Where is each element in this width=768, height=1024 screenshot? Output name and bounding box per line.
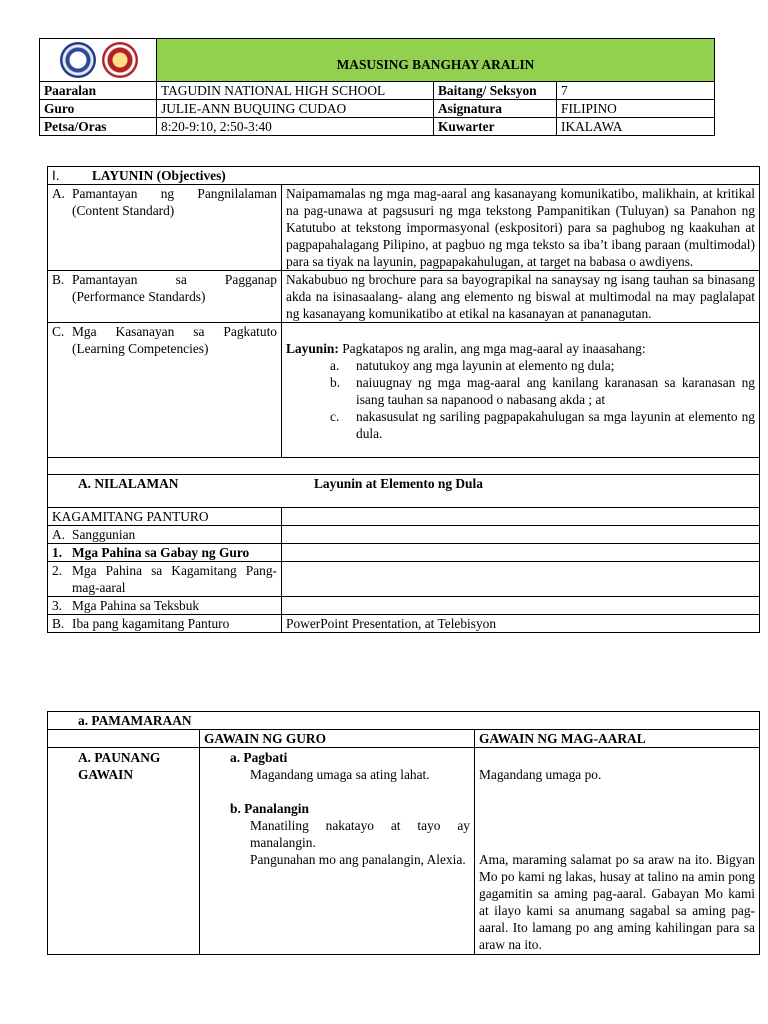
content-standard-letter: A. xyxy=(52,186,66,201)
kagamitan-row-label: Mga Pahina sa Kagamitang Pang-mag-aaral xyxy=(72,563,277,595)
panalangin-aaral: Ama, maraming salamat po sa araw na ito. Bigyan Mo po kami ng lakas, husay at talino na amin pong gagamitin sa aming pag-aaral. Gabayan Mo kami at ilayo kami sa anumang sagabal sa aming pag-aaral. Ito lamang po ang aming kahilingan para sa araw na ito. xyxy=(479,852,755,952)
header-table xyxy=(39,38,715,136)
gawain-aaral-cell xyxy=(475,748,760,955)
layunin-num: I. xyxy=(52,168,60,183)
objective-text: natutukoy ang mga layunin at elemento ng dula; xyxy=(356,358,615,373)
label-petsa: Petsa/Oras xyxy=(40,118,157,136)
objective-item xyxy=(330,408,755,442)
performance-standard-letter: B. xyxy=(52,272,65,287)
layunin-table xyxy=(47,166,760,633)
kagamitan-row xyxy=(48,544,282,562)
kagamitan-row xyxy=(48,597,282,615)
value-petsa: 8:20-9:10, 2:50-3:40 xyxy=(157,118,434,136)
content-standard-label: Pamantayan ng Pangnilalaman (Content Standard) xyxy=(72,186,277,218)
objective-letter: c. xyxy=(330,409,340,424)
kagamitan-row xyxy=(48,615,282,633)
plan-title: MASUSING BANGHAY ARALIN xyxy=(157,39,715,82)
competencies-lead xyxy=(286,340,755,357)
kagamitan-row-num: 3. xyxy=(52,598,63,613)
kagamitan-row-value xyxy=(282,544,760,562)
pagbati-label: a. Pagbati xyxy=(230,750,288,765)
kagamitan-row-label: Mga Pahina sa Teksbuk xyxy=(72,598,200,613)
objective-item xyxy=(330,357,755,374)
label-paaralan: Paaralan xyxy=(40,82,157,100)
col-gawain-aaral: GAWAIN NG MAG-AARAL xyxy=(475,730,760,748)
logo-cell xyxy=(40,39,157,82)
col-gawain-guro: GAWAIN NG GURO xyxy=(200,730,475,748)
value-paaralan: TAGUDIN NATIONAL HIGH SCHOOL xyxy=(157,82,434,100)
pamamaraan-table xyxy=(47,711,760,955)
kagamitan-row-value xyxy=(282,526,760,544)
gawain-guro-cell xyxy=(200,748,475,955)
kagamitan-row-label: Sanggunian xyxy=(72,527,136,542)
label-baitang: Baitang/ Seksyon xyxy=(434,82,557,100)
kagamitan-row xyxy=(48,526,282,544)
panalangin-guro-2: Pangunahan mo ang panalangin, Alexia. xyxy=(250,852,466,867)
kagamitan-row xyxy=(48,562,282,597)
performance-standard-label-cell xyxy=(48,271,282,323)
pamamaraan-heading: a. PAMAMARAAN xyxy=(48,712,760,730)
label-kuwarter: Kuwarter xyxy=(434,118,557,136)
kagamitan-row-value xyxy=(282,597,760,615)
phase-label: A. PAUNANG GAWAIN xyxy=(48,748,200,955)
phase-header-empty xyxy=(48,730,200,748)
pagbati-aaral: Magandang umaga po. xyxy=(479,767,602,782)
objective-text: naiuugnay ng mga mag-aaral ang kanilang karanasan sa karanasan ng isang tauhan sa napanood o nabasang akda ; at xyxy=(356,375,755,407)
kagamitan-row-num: A. xyxy=(52,527,66,542)
competencies-lead-bold: Layunin: xyxy=(286,341,339,356)
kagamitan-row-label: Mga Pahina sa Gabay ng Guro xyxy=(72,545,250,560)
competencies-cell xyxy=(282,323,760,458)
kagamitan-row-value: PowerPoint Presentation, at Telebisyon xyxy=(282,615,760,633)
label-guro: Guro xyxy=(40,100,157,118)
nilalaman-label: A. NILALAMAN xyxy=(78,476,179,491)
value-guro: JULIE-ANN BUQUING CUDAO xyxy=(157,100,434,118)
panalangin-guro-1: Manatiling nakatayo at tayo ay manalangin. xyxy=(250,818,470,850)
school-seal-icon xyxy=(102,42,138,78)
kagamitan-row-num: 1. xyxy=(52,545,63,560)
kagamitan-row-num: 2. xyxy=(52,563,63,578)
kagamitan-heading: KAGAMITANG PANTURO xyxy=(48,508,282,526)
kagamitan-row-label: Iba pang kagamitang Panturo xyxy=(72,616,230,631)
kagamitan-row-num: B. xyxy=(52,616,65,631)
spacer-row xyxy=(48,458,760,475)
competencies-letter: C. xyxy=(52,324,65,339)
value-baitang: 7 xyxy=(557,82,715,100)
nilalaman-row xyxy=(48,475,760,508)
value-kuwarter: IKALAWA xyxy=(557,118,715,136)
value-asignatura: FILIPINO xyxy=(557,100,715,118)
performance-standard-text: Nakabubuo ng brochure para sa bayograpikal na sanaysay ng isang tauhan sa binasang akda na isinasaalang- alang ang elemento ng biswal at multimodal na may paglalapat ng kasanayang komunikatibo at etikal na kasanayan at pananagutan. xyxy=(282,271,760,323)
objective-letter: b. xyxy=(330,375,341,390)
objective-text: nakasusulat ng sariling pagpapakahulugan sa mga layunin at elemento ng dula. xyxy=(356,409,755,441)
competencies-label: Mga Kasanayan sa Pagkatuto (Learning Competencies) xyxy=(72,324,277,356)
content-standard-text: Naipamamalas ng mga mag-aaral ang kasanayang komunikatibo, malikhain, at kritikal na pag-unawa at pagsusuri ng mga tekstong Pampanitikan (Tuluyan) sa Panahon ng Katutubo at tekstong impormasyonal (eskpositori) para sa paghubog ng kaakuhan at pagpapahalagang Pilipino, at pagbuo ng mga teksto sa iba’t ibang paraan (multimodal) para sa tiyak na layunin, pagpapakahulugan, at target na babasa o awdiyens. xyxy=(282,185,760,271)
pagbati-guro: Magandang umaga sa ating lahat. xyxy=(250,767,430,782)
layunin-heading-text: LAYUNIN (Objectives) xyxy=(92,168,226,183)
objective-item xyxy=(330,374,755,408)
kagamitan-heading-value xyxy=(282,508,760,526)
nilalaman-value: Layunin at Elemento ng Dula xyxy=(314,476,483,491)
panalangin-label: b. Panalangin xyxy=(230,801,309,816)
deped-seal-icon xyxy=(60,42,96,78)
label-asignatura: Asignatura xyxy=(434,100,557,118)
performance-standard-label: Pamantayan sa Pagganap (Performance Standards) xyxy=(72,272,277,304)
objective-letter: a. xyxy=(330,358,340,373)
kagamitan-row-value xyxy=(282,562,760,597)
competencies-lead-text: Pagkatapos ng aralin, ang mga mag-aaral ay inaasahang: xyxy=(338,341,646,356)
layunin-heading xyxy=(48,167,760,185)
competencies-label-cell xyxy=(48,323,282,458)
content-standard-label-cell xyxy=(48,185,282,271)
